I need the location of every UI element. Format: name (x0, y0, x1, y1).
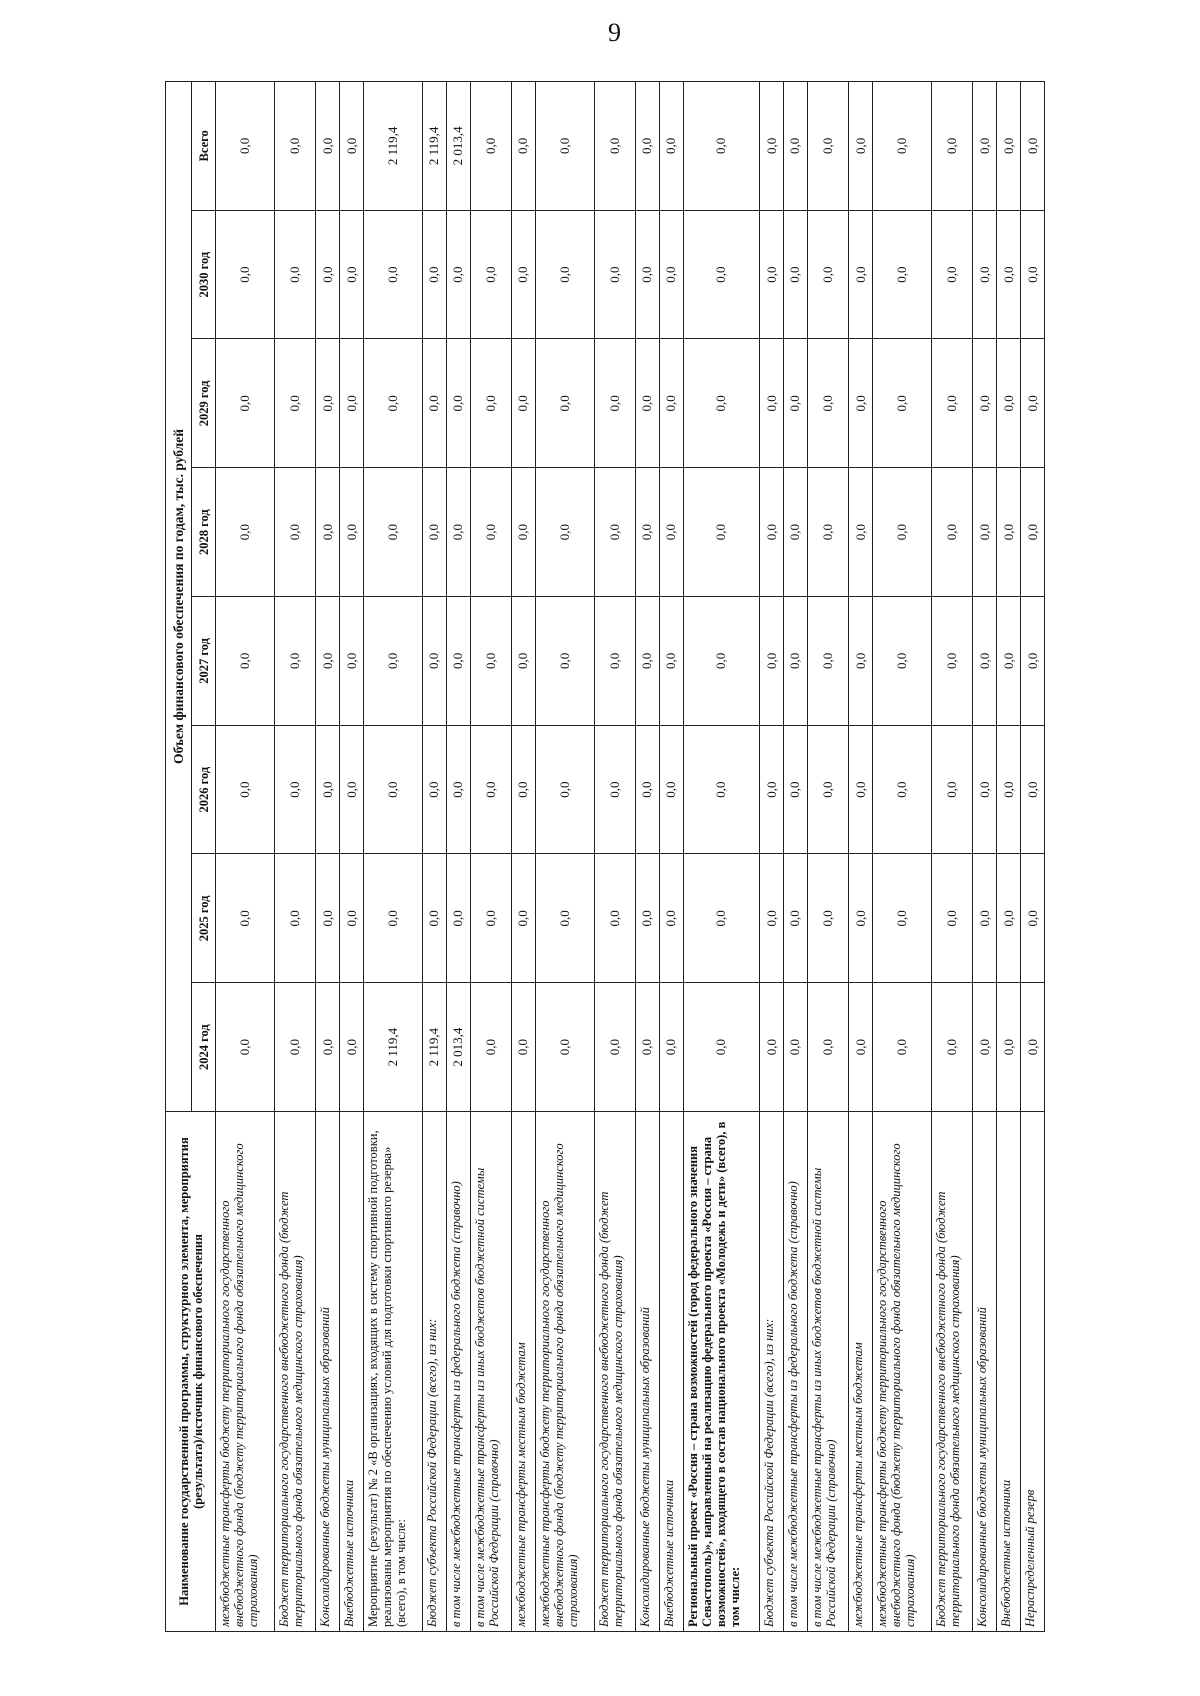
cell-value: 0,0 (873, 339, 932, 468)
cell-value: 0,0 (316, 983, 340, 1112)
page-number: 9 (608, 18, 621, 47)
cell-value: 0,0 (446, 725, 470, 854)
cell-value: 0,0 (340, 81, 364, 210)
cell-value: 0,0 (849, 725, 873, 854)
row-source-name: Бюджет территориального государственного внебюджетного фонда (бюджет территориального фонда обязательного медицинского страхования) (274, 1112, 315, 1632)
row-source-name: в том числе межбюджетные трансферты из федерального бюджета (справочно) (446, 1112, 470, 1632)
cell-value: 0,0 (683, 983, 760, 1112)
cell-value: 0,0 (997, 468, 1021, 597)
table-row (784, 81, 808, 1631)
cell-value: 0,0 (784, 210, 808, 339)
cell-value: 0,0 (807, 81, 848, 210)
cell-value: 0,0 (594, 339, 635, 468)
cell-value: 0,0 (340, 983, 364, 1112)
cell-value: 0,0 (849, 468, 873, 597)
header-group-title: Объем финансового обеспечения по годам, тыс. рублей (166, 81, 192, 1111)
cell-value: 0,0 (997, 854, 1021, 983)
cell-value: 0,0 (807, 597, 848, 726)
table-row (932, 81, 973, 1631)
cell-value: 0,0 (636, 597, 660, 726)
table-row (760, 81, 784, 1631)
table-row (636, 81, 660, 1631)
cell-value: 0,0 (511, 468, 535, 597)
cell-value: 0,0 (760, 725, 784, 854)
cell-value: 0,0 (511, 854, 535, 983)
cell-value: 0,0 (216, 81, 275, 210)
cell-value: 0,0 (535, 339, 594, 468)
cell-value: 0,0 (1021, 983, 1045, 1112)
cell-value: 0,0 (340, 339, 364, 468)
cell-value: 0,0 (997, 597, 1021, 726)
cell-value: 0,0 (873, 468, 932, 597)
cell-value: 0,0 (807, 725, 848, 854)
cell-value: 0,0 (363, 468, 422, 597)
cell-value: 0,0 (760, 597, 784, 726)
cell-value: 0,0 (683, 210, 760, 339)
cell-value: 0,0 (216, 339, 275, 468)
table-row (873, 81, 932, 1631)
cell-value: 0,0 (422, 725, 446, 854)
table-row (340, 81, 364, 1631)
cell-value: 0,0 (274, 597, 315, 726)
cell-value: 0,0 (535, 725, 594, 854)
cell-value: 0,0 (849, 597, 873, 726)
cell-value: 0,0 (363, 854, 422, 983)
header-year-1: 2025 год (192, 854, 216, 983)
cell-value: 0,0 (340, 210, 364, 339)
cell-value: 0,0 (873, 597, 932, 726)
cell-value: 0,0 (340, 725, 364, 854)
cell-value: 0,0 (807, 854, 848, 983)
cell-value: 0,0 (997, 339, 1021, 468)
row-source-name: Региональный проект «Россия – страна возможностей (город федерального значения Севастополь)», направленный на реализацию федерального проекта «Россия – страна возможностей», входящего в состав национального проекта «Молодежь и дети» (всего), в том числе: (683, 1112, 760, 1632)
cell-value: 0,0 (683, 81, 760, 210)
table-row (274, 81, 315, 1631)
cell-value: 0,0 (594, 983, 635, 1112)
table-row (422, 81, 446, 1631)
cell-value: 0,0 (470, 983, 511, 1112)
cell-value: 0,0 (316, 210, 340, 339)
cell-value: 0,0 (683, 854, 760, 983)
table-row (535, 81, 594, 1631)
header-year-4: 2028 год (192, 468, 216, 597)
table-row (849, 81, 873, 1631)
table-row (470, 81, 511, 1631)
cell-value: 0,0 (760, 983, 784, 1112)
cell-value: 0,0 (274, 210, 315, 339)
cell-value: 0,0 (470, 468, 511, 597)
cell-value: 0,0 (446, 339, 470, 468)
cell-value: 0,0 (784, 854, 808, 983)
cell-value: 0,0 (873, 854, 932, 983)
cell-value: 0,0 (316, 339, 340, 468)
cell-value: 0,0 (932, 468, 973, 597)
row-source-name: Нераспределенный резерв (1021, 1112, 1045, 1632)
cell-value: 0,0 (973, 983, 997, 1112)
cell-value: 0,0 (594, 725, 635, 854)
cell-value: 0,0 (446, 210, 470, 339)
row-source-name: Бюджет субъекта Российской Федерации (всего), из них: (760, 1112, 784, 1632)
cell-value: 0,0 (760, 854, 784, 983)
cell-value: 0,0 (363, 339, 422, 468)
cell-value: 0,0 (659, 339, 683, 468)
cell-value: 0,0 (594, 597, 635, 726)
cell-value: 0,0 (274, 983, 315, 1112)
cell-value: 0,0 (849, 854, 873, 983)
cell-value: 2 119,4 (363, 81, 422, 210)
table-row (997, 81, 1021, 1631)
row-source-name: Консолидированные бюджеты муниципальных образований (973, 1112, 997, 1632)
row-source-name: в том числе межбюджетные трансферты из федерального бюджета (справочно) (784, 1112, 808, 1632)
cell-value: 0,0 (932, 854, 973, 983)
cell-value: 0,0 (873, 725, 932, 854)
cell-value: 0,0 (470, 81, 511, 210)
cell-value: 2 119,4 (363, 983, 422, 1112)
cell-value: 0,0 (1021, 468, 1045, 597)
row-source-name: Бюджет территориального государственного внебюджетного фонда (бюджет территориального фонда обязательного медицинского страхования) (932, 1112, 973, 1632)
cell-value: 0,0 (316, 81, 340, 210)
cell-value: 0,0 (446, 597, 470, 726)
cell-value: 2 119,4 (422, 81, 446, 210)
header-year-7: Всего (192, 81, 216, 210)
row-source-name: межбюджетные трансферты местным бюджетам (511, 1112, 535, 1632)
row-source-name: в том числе межбюджетные трансферты из иных бюджетов бюджетной системы Российской Федерации (справочно) (470, 1112, 511, 1632)
cell-value: 0,0 (659, 81, 683, 210)
cell-value: 0,0 (683, 468, 760, 597)
cell-value: 0,0 (683, 597, 760, 726)
table-row (973, 81, 997, 1631)
cell-value: 0,0 (340, 468, 364, 597)
row-source-name: Внебюджетные источники (340, 1112, 364, 1632)
row-source-name: межбюджетные трансферты местным бюджетам (849, 1112, 873, 1632)
cell-value: 0,0 (216, 597, 275, 726)
cell-value: 0,0 (594, 81, 635, 210)
cell-value: 0,0 (511, 725, 535, 854)
cell-value: 0,0 (422, 597, 446, 726)
cell-value: 0,0 (470, 597, 511, 726)
row-source-name: в том числе межбюджетные трансферты из иных бюджетов бюджетной системы Российской Федерации (справочно) (807, 1112, 848, 1632)
cell-value: 0,0 (511, 597, 535, 726)
cell-value: 0,0 (274, 81, 315, 210)
row-source-name: Внебюджетные источники (659, 1112, 683, 1632)
cell-value: 0,0 (1021, 210, 1045, 339)
cell-value: 0,0 (316, 468, 340, 597)
cell-value: 0,0 (932, 339, 973, 468)
cell-value: 2 119,4 (422, 983, 446, 1112)
cell-value: 0,0 (470, 339, 511, 468)
cell-value: 0,0 (535, 983, 594, 1112)
cell-value: 0,0 (997, 983, 1021, 1112)
cell-value: 0,0 (363, 210, 422, 339)
cell-value: 0,0 (659, 468, 683, 597)
cell-value: 0,0 (873, 983, 932, 1112)
header-year-3: 2027 год (192, 597, 216, 726)
cell-value: 0,0 (422, 468, 446, 597)
cell-value: 0,0 (274, 468, 315, 597)
cell-value: 0,0 (636, 210, 660, 339)
cell-value: 0,0 (511, 339, 535, 468)
header-year-5: 2029 год (192, 339, 216, 468)
cell-value: 0,0 (659, 210, 683, 339)
cell-value: 0,0 (1021, 339, 1045, 468)
cell-value: 0,0 (636, 725, 660, 854)
rotated-table-container (165, 82, 1045, 1632)
cell-value: 0,0 (470, 210, 511, 339)
table-row (1021, 81, 1045, 1631)
cell-value: 0,0 (511, 983, 535, 1112)
cell-value: 0,0 (535, 597, 594, 726)
row-source-name: Бюджет субъекта Российской Федерации (всего), из них: (422, 1112, 446, 1632)
cell-value: 0,0 (784, 725, 808, 854)
cell-value: 0,0 (316, 725, 340, 854)
cell-value: 0,0 (973, 339, 997, 468)
cell-value: 0,0 (784, 468, 808, 597)
row-source-name: Внебюджетные источники (997, 1112, 1021, 1632)
row-source-name: Консолидированные бюджеты муниципальных образований (636, 1112, 660, 1632)
cell-value: 0,0 (973, 597, 997, 726)
header-name-column: Наименование государственной программы, структурного элемента, мероприятия (результата)/источник финансового обеспечения (166, 1112, 216, 1632)
cell-value: 0,0 (784, 81, 808, 210)
cell-value: 0,0 (594, 468, 635, 597)
row-source-name: Бюджет территориального государственного внебюджетного фонда (бюджет территориального фонда обязательного медицинского страхования) (594, 1112, 635, 1632)
table-row (511, 81, 535, 1631)
cell-value: 0,0 (274, 854, 315, 983)
cell-value: 0,0 (973, 210, 997, 339)
table-row (659, 81, 683, 1631)
table-row (683, 81, 760, 1631)
cell-value: 0,0 (422, 210, 446, 339)
cell-value: 0,0 (340, 854, 364, 983)
cell-value: 0,0 (216, 983, 275, 1112)
table-row (446, 81, 470, 1631)
cell-value: 0,0 (535, 210, 594, 339)
cell-value: 0,0 (216, 725, 275, 854)
cell-value: 0,0 (594, 210, 635, 339)
cell-value: 0,0 (683, 339, 760, 468)
cell-value: 0,0 (849, 81, 873, 210)
cell-value: 0,0 (511, 81, 535, 210)
cell-value: 0,0 (659, 597, 683, 726)
cell-value: 0,0 (932, 725, 973, 854)
cell-value: 0,0 (216, 854, 275, 983)
cell-value: 0,0 (807, 983, 848, 1112)
cell-value: 0,0 (316, 597, 340, 726)
cell-value: 0,0 (932, 81, 973, 210)
cell-value: 0,0 (849, 339, 873, 468)
cell-value: 0,0 (932, 597, 973, 726)
table-row (807, 81, 848, 1631)
cell-value: 0,0 (636, 983, 660, 1112)
cell-value: 0,0 (216, 468, 275, 597)
cell-value: 0,0 (422, 339, 446, 468)
cell-value: 0,0 (973, 81, 997, 210)
cell-value: 0,0 (807, 468, 848, 597)
cell-value: 0,0 (1021, 854, 1045, 983)
cell-value: 0,0 (1021, 725, 1045, 854)
cell-value: 2 013,4 (446, 81, 470, 210)
table-row (216, 81, 275, 1631)
cell-value: 0,0 (363, 597, 422, 726)
cell-value: 0,0 (659, 854, 683, 983)
cell-value: 0,0 (997, 81, 1021, 210)
cell-value: 0,0 (784, 339, 808, 468)
cell-value: 0,0 (1021, 81, 1045, 210)
cell-value: 0,0 (636, 468, 660, 597)
cell-value: 0,0 (535, 81, 594, 210)
cell-value: 0,0 (784, 597, 808, 726)
cell-value: 0,0 (932, 210, 973, 339)
cell-value: 0,0 (932, 983, 973, 1112)
cell-value: 0,0 (340, 597, 364, 726)
row-source-name: Консолидированные бюджеты муниципальных образований (316, 1112, 340, 1632)
cell-value: 0,0 (659, 983, 683, 1112)
cell-value: 0,0 (807, 210, 848, 339)
cell-value: 0,0 (973, 725, 997, 854)
cell-value: 0,0 (760, 468, 784, 597)
cell-value: 0,0 (363, 725, 422, 854)
cell-value: 0,0 (274, 725, 315, 854)
cell-value: 0,0 (849, 983, 873, 1112)
cell-value: 0,0 (997, 725, 1021, 854)
financing-table (165, 81, 1045, 1632)
cell-value: 0,0 (997, 210, 1021, 339)
cell-value: 2 013,4 (446, 983, 470, 1112)
table-row (363, 81, 422, 1631)
cell-value: 0,0 (873, 81, 932, 210)
cell-value: 0,0 (1021, 597, 1045, 726)
cell-value: 0,0 (760, 210, 784, 339)
cell-value: 0,0 (807, 339, 848, 468)
cell-value: 0,0 (274, 339, 315, 468)
cell-value: 0,0 (422, 854, 446, 983)
cell-value: 0,0 (760, 339, 784, 468)
cell-value: 0,0 (659, 725, 683, 854)
cell-value: 0,0 (535, 468, 594, 597)
cell-value: 0,0 (636, 339, 660, 468)
cell-value: 0,0 (973, 468, 997, 597)
header-year-0: 2024 год (192, 983, 216, 1112)
header-year-6: 2030 год (192, 210, 216, 339)
cell-value: 0,0 (535, 854, 594, 983)
cell-value: 0,0 (470, 725, 511, 854)
cell-value: 0,0 (849, 210, 873, 339)
table-row (594, 81, 635, 1631)
cell-value: 0,0 (683, 725, 760, 854)
cell-value: 0,0 (216, 210, 275, 339)
table-row (316, 81, 340, 1631)
cell-value: 0,0 (446, 854, 470, 983)
cell-value: 0,0 (636, 81, 660, 210)
cell-value: 0,0 (636, 854, 660, 983)
header-year-2: 2026 год (192, 725, 216, 854)
row-source-name: межбюджетные трансферты бюджету территориального государственного внебюджетного фонда (бюджету территориального фонда обязательного медицинского страхования) (216, 1112, 275, 1632)
cell-value: 0,0 (446, 468, 470, 597)
row-source-name: межбюджетные трансферты бюджету территориального государственного внебюджетного фонда (бюджету территориального фонда обязательного медицинского страхования) (535, 1112, 594, 1632)
cell-value: 0,0 (316, 854, 340, 983)
cell-value: 0,0 (973, 854, 997, 983)
cell-value: 0,0 (594, 854, 635, 983)
cell-value: 0,0 (470, 854, 511, 983)
row-source-name: межбюджетные трансферты бюджету территориального государственного внебюджетного фонда (бюджету территориального фонда обязательного медицинского страхования) (873, 1112, 932, 1632)
cell-value: 0,0 (760, 81, 784, 210)
cell-value: 0,0 (784, 983, 808, 1112)
cell-value: 0,0 (873, 210, 932, 339)
row-source-name: Мероприятие (результат) № 2 «В организациях, входящих в систему спортивной подготовки, реализованы мероприятия по обеспечению условий для подготовки спортивного резерва» (всего), в том числе: (363, 1112, 422, 1632)
cell-value: 0,0 (511, 210, 535, 339)
